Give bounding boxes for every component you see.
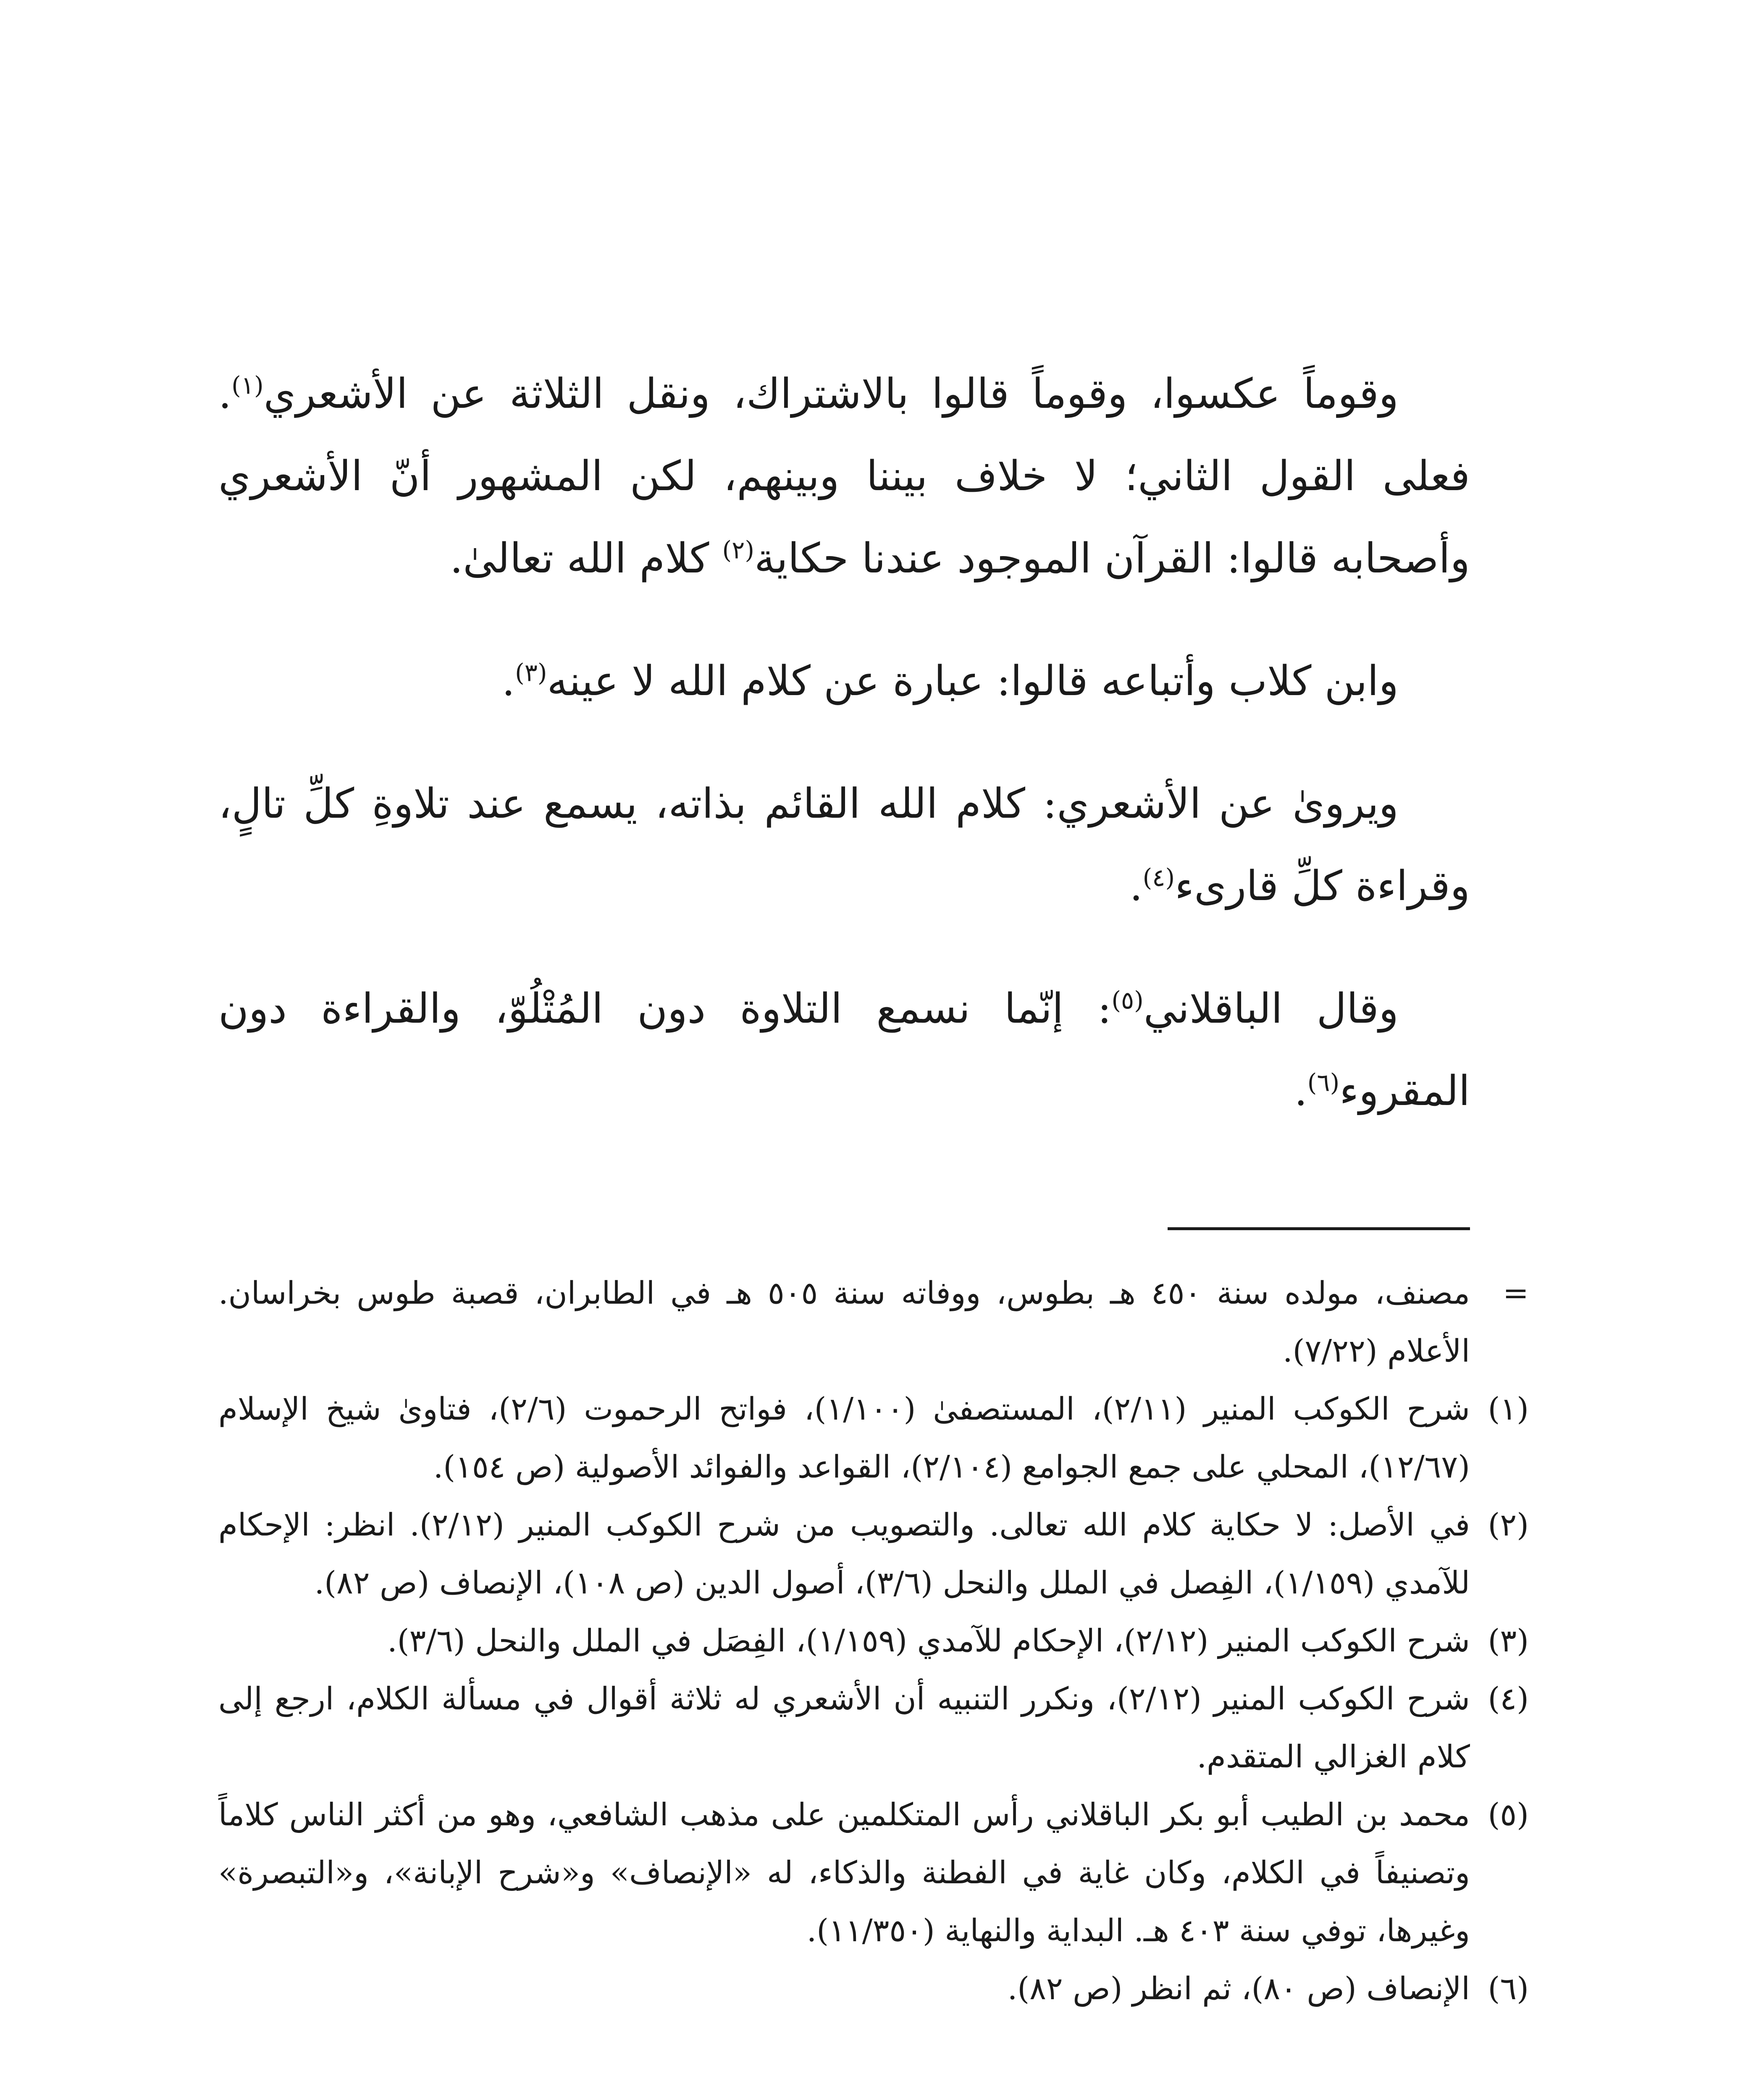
footnote-ref-6: (٦) <box>1307 1068 1340 1097</box>
footnote-text: في الأصل: لا حكاية كلام الله تعالى. والتصويب من شرح الكوكب المنير (٢/١٢). انظر: الإحكام للآمدي (١/١٥٩)، الفِصل في الملل والنحل (٣/٦)، أصول الدين (ص ١٠٨)، الإنصاف (ص ٨٢). <box>218 1507 1470 1601</box>
footnote-marker: (٢) <box>1488 1507 1529 1543</box>
footnote-text: محمد بن الطيب أبو بكر الباقلاني رأس المتكلمين على مذهب الشافعي، وهو من أكثر الناس كلاماً وتصنيفاً في الكلام، وكان غاية في الفطنة والذكاء، له «الإنصاف» و«شرح الإبانة»، و«التبصرة» وغيرها، توفي سنة ٤٠٣ هـ. البداية والنهاية (١١/٣٥٠). <box>218 1797 1470 1949</box>
footnote-4 <box>218 1670 1529 1786</box>
footnote-ref-2: (٢) <box>722 536 754 564</box>
main-text <box>218 353 1470 1173</box>
footnotes <box>218 1264 1529 2018</box>
footnote-3 <box>218 1612 1529 1670</box>
footnote-5 <box>218 1786 1529 1960</box>
footnote-marker: (١) <box>1488 1391 1529 1427</box>
paragraph-4-tail-2: . <box>1294 1067 1307 1115</box>
footnote-ref-1: (١) <box>231 371 264 400</box>
paragraph-3-tail: . <box>1129 862 1143 910</box>
footnote-marker: (٣) <box>1488 1623 1529 1659</box>
footnote-marker: = <box>1502 1275 1529 1311</box>
paragraph-1-tail: . فعلى القول الثاني؛ لا خلاف بيننا وبينهم، لكن المشهور أنّ الأشعري وأصحابه قالوا: القرآن الموجود عندنا حكاية <box>218 370 1470 583</box>
footnote-separator-line <box>1168 1227 1470 1230</box>
footnote-text: شرح الكوكب المنير (٢/١٢)، ونكرر التنبيه أن الأشعري له ثلاثة أقوال في مسألة الكلام، ارجع إلى كلام الغزالي المتقدم. <box>218 1681 1470 1775</box>
footnote-ref-3: (٣) <box>515 658 547 687</box>
paragraph-2-text: وابن كلاب وأتباعه قالوا: عبارة عن كلام الله لا عينه <box>547 657 1399 705</box>
footnote-marker: (٦) <box>1488 1971 1529 2007</box>
paragraph-2-tail: . <box>501 657 515 705</box>
paragraph-1-text: وقوماً عكسوا، وقوماً قالوا بالاشتراك، ونقل الثلاثة عن الأشعري <box>263 370 1399 418</box>
paragraph-4-text: وقال الباقلاني <box>1143 985 1399 1033</box>
footnote-text: شرح الكوكب المنير (٢/١٢)، الإحكام للآمدي (١/١٥٩)، الفِصَل في الملل والنحل (٣/٦). <box>387 1623 1470 1659</box>
paragraph-2 <box>218 640 1470 722</box>
paragraph-3 <box>218 763 1470 927</box>
footnote-2 <box>218 1496 1529 1612</box>
paragraph-1-tail-2: كلام الله تعالىٰ. <box>450 535 722 583</box>
footnote-continued <box>218 1264 1529 1380</box>
footnote-text: شرح الكوكب المنير (٢/١١)، المستصفىٰ (١/١٠٠)، فواتح الرحموت (٢/٦)، فتاوىٰ شيخ الإسلام (١٢/٦٧)، المحلي على جمع الجوامع (٢/١٠٤)، القواعد والفوائد الأصولية (ص ١٥٤). <box>218 1391 1470 1485</box>
footnote-6 <box>218 1960 1529 2018</box>
paragraph-4 <box>218 968 1470 1132</box>
footnote-ref-5: (٥) <box>1111 986 1144 1015</box>
paragraph-3-text: ويروىٰ عن الأشعري: كلام الله القائم بذاته، يسمع عند تلاوةِ كلِّ تالٍ، وقراءة كلِّ قارىء <box>218 780 1470 910</box>
footnote-1 <box>218 1380 1529 1496</box>
footnote-marker: (٤) <box>1488 1681 1529 1717</box>
footnote-text: الإنصاف (ص ٨٠)، ثم انظر (ص ٨٢). <box>1007 1971 1470 2007</box>
footnote-text: مصنف، مولده سنة ٤٥٠ هـ بطوس، ووفاته سنة ٥٠٥ هـ في الطابران، قصبة طوس بخراسان. الأعلام (٧/٢٢). <box>218 1275 1470 1369</box>
footnote-ref-4: (٤) <box>1142 863 1175 892</box>
paragraph-1 <box>218 353 1470 600</box>
footnote-marker: (٥) <box>1488 1797 1529 1833</box>
paragraph-4-tail: : إنّما نسمع التلاوة دون المُتْلُوّ، والقراءة دون المقروء <box>218 985 1470 1115</box>
